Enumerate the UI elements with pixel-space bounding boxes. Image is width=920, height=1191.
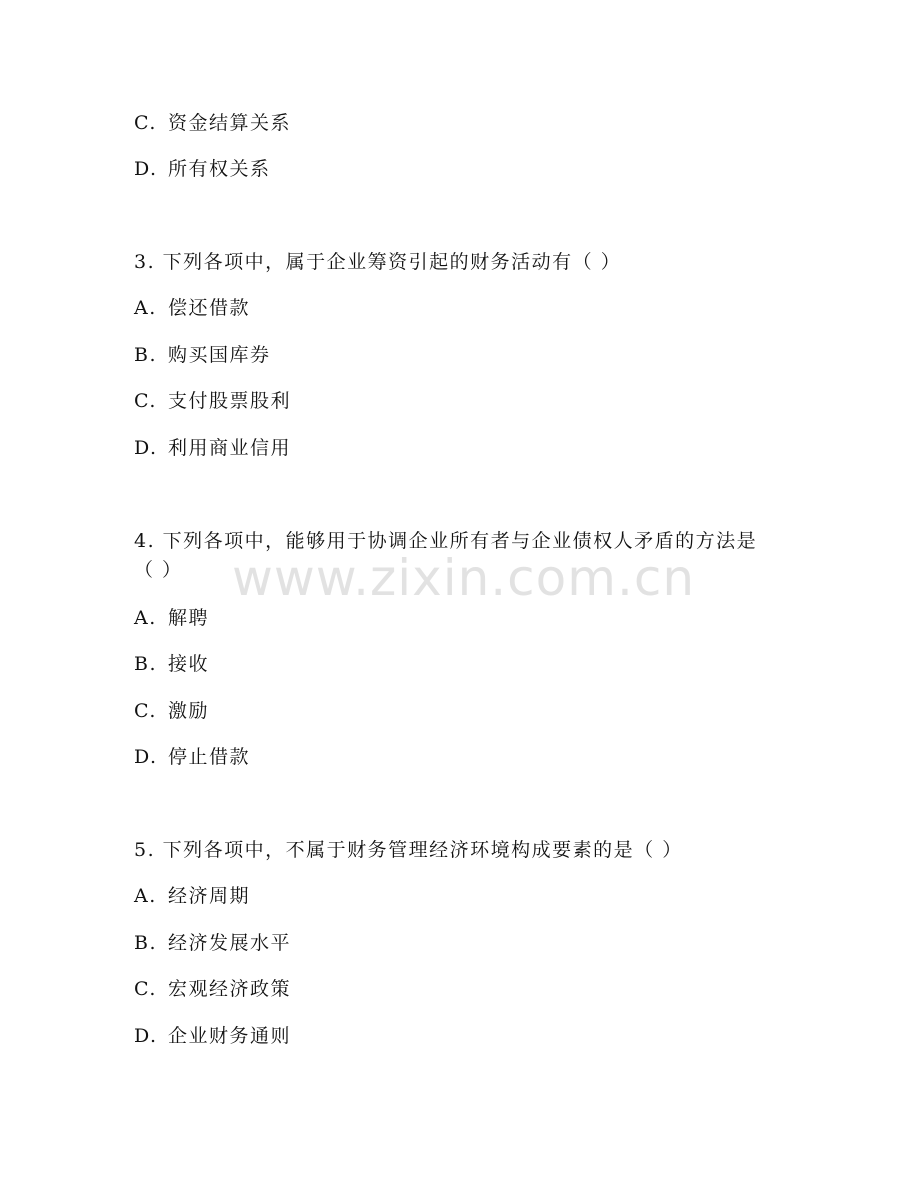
q4-stem-line2: （ ） [134,559,183,581]
q5-stem: 5. 下列各项中，不属于财务管理经济环境构成要素的是（ ） [134,839,683,861]
option-letter: A. [134,607,157,629]
option-text: 资金结算关系 [168,112,292,134]
option-text: 企业财务通则 [168,1025,292,1047]
option-letter: B. [134,344,158,366]
option-text: 解聘 [168,607,210,629]
q4-option-a [134,606,209,630]
q4-stem-line1: 4. 下列各项中，能够用于协调企业所有者与企业债权人矛盾的方法是 [134,530,758,552]
q3-option-c [134,389,291,413]
option-letter: C. [134,112,157,134]
watermark: www.zixin.com.cn [232,549,696,607]
option-text: 经济发展水平 [168,932,292,954]
option-letter: B. [134,653,158,675]
q2-option-c [134,111,291,135]
option-letter: B. [134,932,158,954]
option-text: 支付股票股利 [168,390,292,412]
option-text: 偿还借款 [168,297,251,319]
option-letter: C. [134,700,157,722]
q3-option-b [134,343,271,367]
q3-stem: 3. 下列各项中，属于企业筹资引起的财务活动有（ ） [134,251,622,273]
option-letter: D. [134,746,158,768]
option-letter: D. [134,437,158,459]
q5-option-b [134,931,291,955]
option-text: 激励 [168,700,210,722]
option-text: 利用商业信用 [168,437,292,459]
option-text: 经济周期 [168,885,251,907]
option-letter: D. [134,158,158,180]
option-text: 停止借款 [168,746,251,768]
q3-option-a [134,296,250,320]
q4-option-d [134,745,250,769]
option-text: 购买国库券 [168,344,271,366]
option-letter: A. [134,297,157,319]
option-text: 接收 [168,653,210,675]
q4-option-c [134,699,209,723]
option-text: 所有权关系 [168,158,271,180]
q5-option-a [134,884,250,908]
q3-option-d [134,436,291,460]
q5-option-d [134,1024,291,1048]
option-letter: D. [134,1025,158,1047]
q2-option-d [134,157,271,181]
option-letter: A. [134,885,157,907]
q4-option-b [134,652,209,676]
option-letter: C. [134,978,157,1000]
option-text: 宏观经济政策 [168,978,292,1000]
q5-option-c [134,977,291,1001]
option-letter: C. [134,390,157,412]
